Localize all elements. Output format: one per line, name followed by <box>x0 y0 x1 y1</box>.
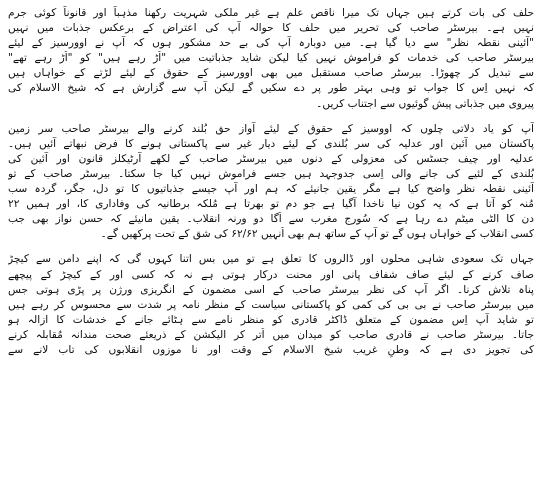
paragraph-2 <box>8 122 534 243</box>
text-line: آپ کو یاد دلاتی چلوں کہ اووسیز کے حقوق کے لیئے آواز حق بُلند کرنے والے بیرسٹر صاحب سر زمین <box>8 122 534 135</box>
text-line: تو شاید آپ اِس مضمون کے متعلق ڈاکٹر قادری کو منظر نامے سے ہٹائے جانے کے خدشات کا ازالہ ہو <box>8 313 534 326</box>
text-line: عدلیہ اور چیف جسٹس کی معزولی کے دنوں میں بیرسٹر صاحب کے لکھے آرٹیکلز قانون اور آئین کی <box>8 152 534 165</box>
text-line: پیروی میں جذباتی پیش گوئیوں سے اجتناب کریں۔ <box>316 97 534 110</box>
text-line: پاکستان میں آئین اور عدلیہ کی سر بُلندی کے لیئے دیار غیر سے پاکستانی ہونے کا فرض نبھاتے آئیں ہیں۔ <box>8 137 534 150</box>
text-line: آئینی نقطہ نظر واضح کیا ہے مگر یقین جانیئے کہ ہم اور آپ جیسے جذباتیوں کا تو دل، جگر، گردہ سب <box>8 183 534 196</box>
text-line: کہ نہیں اِس کا جواب تو وہی بہتر طور پر دے سکیں گے لیکن آپ سے گزارش ہے کہ شیخ الاسلام کی <box>8 82 534 95</box>
text-line: جاتا۔ بیرسٹر صاحب نے قادری صاحب کو میدان میں اُتر کر الیکشن کے ذریعئے صحت مندانہ مُقابلہ کرنے <box>8 328 534 341</box>
text-line: "آئینی نقطہ نظر" سے دیا گیا ہے۔ میں دوبارہ آپ کی بے حد مشکور ہوں کہ آپ نے اوورسیز کے لیئے <box>8 37 534 50</box>
text-line: سے تبدیل کر چھوڑا۔ بیرسٹر صاحب مستقبل میں بھی اوورسیز کے حقوق کے لیئے لڑتے کے خواہاں ہیں <box>8 67 534 80</box>
text-line: دن کا الٹی میٹم دے رہا ہے کہ سُورج مغرب سے اُگا دو ورنہ انقلاب۔ یقین مانیئے کہ حسن نواز بھی جب <box>8 213 534 226</box>
text-line: مُنہ کو آتا ہے کہ یہ کون نیا ناخدا آگیا ہے جو دم تو بھرتا ہے مُلکہ برطانیہ کی وفاداری کا، اور ہمیں ۲۲ <box>8 198 534 211</box>
text-line: نہیں ہے۔ بیرسٹر صاحب کی تحریر میں حلف کا حوالہ آپ کی اعتراض کے برعکس جذبات میں نہیں <box>8 22 534 35</box>
text-line: جہاں تک سعودی شاہی محلوں اور ڈالروں کا تعلق ہے تو میں بس اتنا کہوں گی کہ اپنے دامن سے کیچڑ <box>8 253 534 266</box>
text-line: بُلندی کے لئیے کی جانے والی اِسی جدوجہد ہیں جسے فراموش نہیں کیا جا سکتا۔ بیرسٹر صاحب کے تو <box>8 167 534 180</box>
text-line: کی تجویز دی ہے کہ وطنِ غریب شیخ الاسلام کے وقت اور نا موزوں انقلابوں کی تاب لانے سے <box>8 343 534 356</box>
text-line: میں بیرسٹر صاحب نے بی بی کی کمی کو پاکستانی سیاست کے منظر نامہ پر شدت سے محسوس کر رہے ہیں <box>8 298 534 311</box>
text-line: صاف کرنے کے لیئے صاف شفاف پانی اور محنت درکار ہوتی ہے نہ کہ کسی اور کے کیچڑ کے پیچھے <box>8 268 534 281</box>
text-line: حلف کی بات کرتے ہیں جہاں تک میرا ناقص علم ہے غیر ملکی شہریت رکھنا مذہباً اور قانوناً کوئی جرم <box>8 7 534 19</box>
text-line: پناہ تلاش کرنا۔ اگر آپ کی نظر بیرسٹر صاحب کے اسی مضمون کے انگریزی ورژن پر پڑی ہوتی جس <box>8 283 534 296</box>
paragraph-3 <box>8 252 534 358</box>
text-line: بیرسٹر صاحب کی خدمات کو فراموش نہیں کیا لیکن شاید جذباتیت میں "اُڑ رہے ہیں" کو "اُڑ رہے تھے" <box>8 52 534 65</box>
paragraph-1 <box>8 6 534 112</box>
text-line: کسی انقلاب کے خواہاں ہوں گے تو آپ کے ساتھ ہم بھی اُنہیں ۶۲/۶۲ کی شق کے تحت پرکھیں گے۔ <box>100 228 534 241</box>
